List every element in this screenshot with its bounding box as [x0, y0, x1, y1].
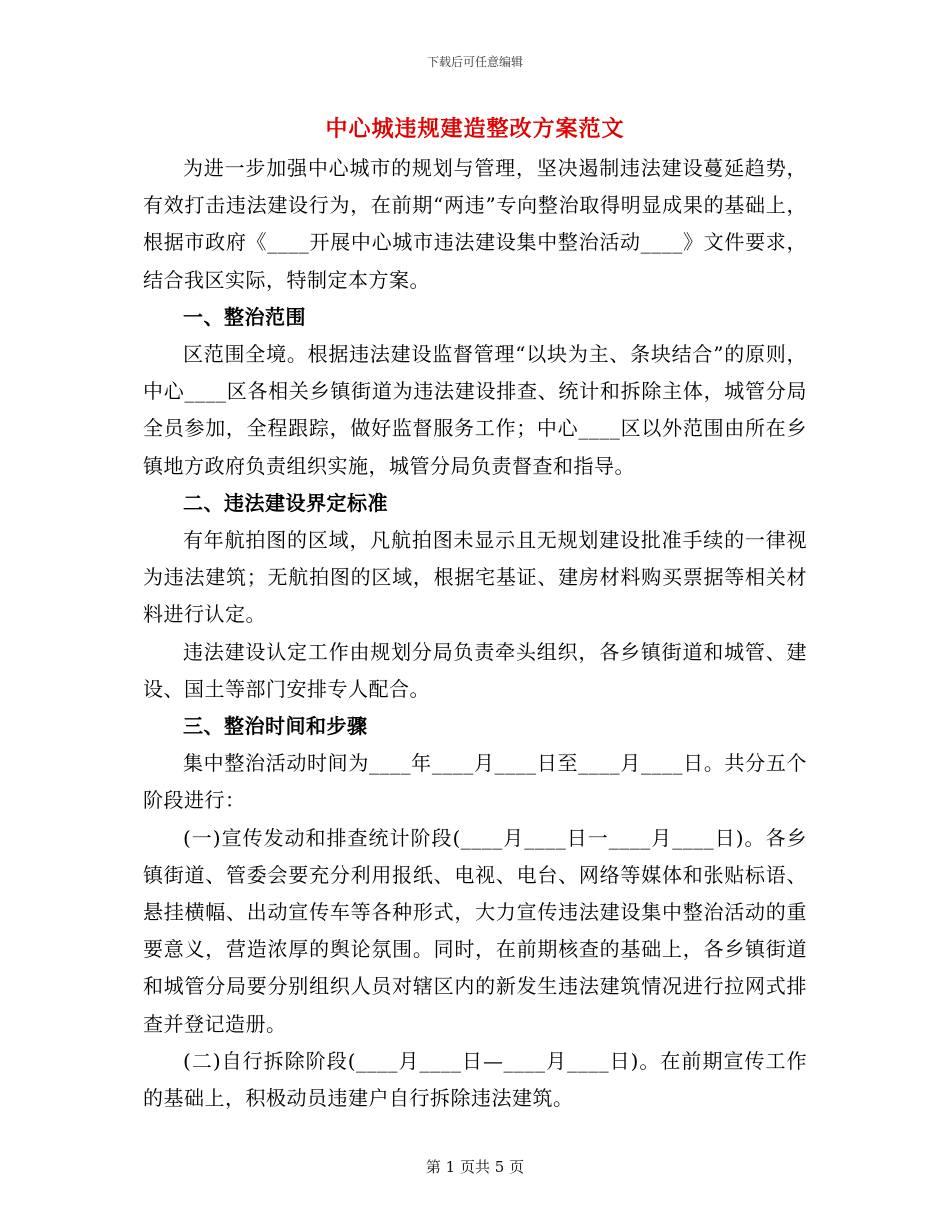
header-note: 下载后可任意编辑 [426, 55, 523, 69]
section-paragraph: (一)宣传发动和排查统计阶段(____月____日一____月____日)。各乡镇街道、管委会要充分利用报纸、电视、电台、网络等媒体和张贴标语、悬挂横幅、出动宣传车等各种形式，大力宣传违法建设集中整治活动的重要意义，营造浓厚的舆论氛围。同时，在前期核查的基础上，各乡镇街道和城管分局要分别组织人员对辖区内的新发生违法建筑情况进行拉网式排查并登记造册。 [143, 825, 807, 1036]
section-paragraph: 有年航拍图的区域，凡航拍图未显示且无规划建设批准手续的一律视为违法建筑；无航拍图的区域，根据宅基证、建房材料购买票据等相关材料进行认定。 [143, 528, 807, 627]
intro-paragraph: 为进一步加强中心城市的规划与管理，坚决遏制违法建设蔓延趋势，有效打击违法建设行为，在前期“两违”专向整治取得明显成果的基础上，根据市政府《____开展中心城市违法建设集中整治活动____》文件要求，结合我区实际，特制定本方案。 [143, 156, 807, 292]
section-paragraph: 区范围全境。根据违法建设监督管理“以块为主、条块结合”的原则，中心____区各相关乡镇街道为违法建设排查、统计和拆除主体，城管分局全员参加，全程跟踪，做好监督服务工作；中心____区以外范围由所在乡镇地方政府负责组织实施，城管分局负责督查和指导。 [143, 342, 807, 478]
section-paragraph: 违法建设认定工作由规划分局负责牵头组织，各乡镇街道和城管、建设、国土等部门安排专人配合。 [143, 639, 807, 701]
document-body [143, 150, 807, 1117]
section-heading-scope: 一、整治范围 [183, 304, 306, 329]
section-heading-schedule: 三、整治时间和步骤 [183, 714, 368, 739]
page-number: 第 1 页共 5 页 [425, 1158, 525, 1176]
section-heading-criteria: 二、违法建设界定标准 [183, 490, 388, 515]
document-title: 中心城违规建造整改方案范文 [325, 116, 625, 142]
section-paragraph: 集中整治活动时间为____年____月____日至____月____日。共分五个阶段进行： [143, 751, 807, 813]
section-paragraph: (二)自行拆除阶段(____月____日—____月____日)。在前期宣传工作的基础上，积极动员违建户自行拆除违法建筑。 [143, 1048, 807, 1111]
